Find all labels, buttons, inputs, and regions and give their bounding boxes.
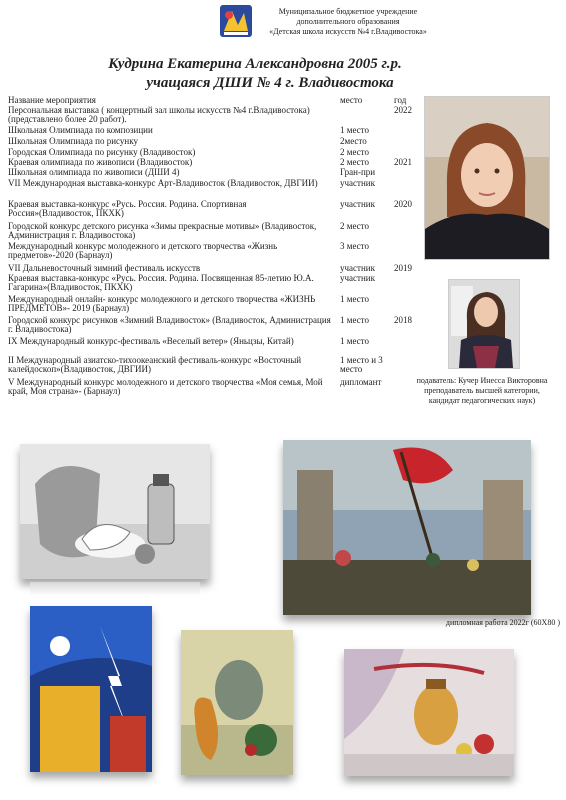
row-event: VII Дальневосточный зимний фестиваль искусств [8, 263, 201, 273]
row-place: дипломант [340, 377, 382, 387]
row-place: участник [340, 273, 375, 283]
header-year: год [394, 95, 407, 105]
row-place: 1 место и 3 место [340, 355, 383, 375]
row-year: 2021 [394, 157, 412, 167]
row-event: Школьная Олимпиада по композиции [8, 125, 153, 135]
teacher-caption-line-2: преподаватель высшей категории, [424, 386, 540, 395]
row-event: VII Международная выставка-конкурс Арт-Владивосток (Владивосток, ДВГИИ) [8, 178, 318, 188]
row-event: Городской конкурс рисунков «Зимний Владивосток» (Владивосток, Администрация г. Владивостока) [8, 315, 331, 335]
artwork-pencil-still-life [20, 444, 210, 579]
artwork-samovar-still-life [181, 630, 293, 775]
row-place: 1 место [340, 336, 369, 346]
row-event: Краевая выставка-конкурс «Русь. Россия. Родина. Посвященная 85-летию Ю.А. Гагарина»(Владивосток, ПКХК) [8, 273, 314, 293]
artwork-shadow [30, 582, 200, 596]
artwork-abstract-composition [30, 606, 152, 772]
student-school-title: учащаяся ДШИ № 4 г. Владивостока [146, 75, 394, 91]
student-photo [424, 96, 550, 260]
school-logo [218, 3, 254, 39]
row-place: 3 место [340, 241, 369, 251]
row-year: 2022 [394, 105, 412, 115]
row-place: участник [340, 263, 375, 273]
row-place: Гран-при [340, 167, 376, 177]
row-event: Краевая выставка-конкурс «Русь. Россия. Родина. Спортивная Россия»(Владивосток, ПКХК) [8, 199, 247, 219]
row-event: V Международный конкурс молодежного и детского творчества «Моя семья, Мой край, Моя страна»- (Барнаул) [8, 377, 323, 397]
row-place: 1 место [340, 125, 369, 135]
row-year: 2018 [394, 315, 412, 325]
row-event: Персональная выставка ( концертный зал школы искусств №4 г.Владивостока) (представлено более 20 работ). [8, 105, 310, 125]
header-place: место [340, 95, 363, 105]
diploma-caption: дипломная работа 2022г (60Х80 ) [445, 618, 560, 627]
row-place: 2место [340, 136, 367, 146]
row-event: Городская Олимпиада по рисунку (Владивосток) [8, 147, 196, 157]
org-line-1: Муниципальное бюджетное учреждение [278, 7, 418, 16]
teacher-photo [448, 279, 520, 369]
org-line-3: «Детская школа искусств №4 г.Владивостока» [269, 27, 427, 36]
row-place: 2 место [340, 147, 369, 157]
row-place: 1 место [340, 294, 369, 304]
artwork-watercolor-samovar [344, 649, 514, 776]
teacher-caption-line-3: кандидат педагогических наук) [428, 396, 536, 405]
teacher-caption [400, 376, 564, 406]
org-line-2: дополнительного образования [296, 17, 400, 26]
row-place: 2 место [340, 157, 369, 167]
row-place: 2 место [340, 221, 369, 231]
row-event: II Международный азиатско-тихоокеанский фестиваль-конкурс «Восточный калейдоскоп»(Владивосток, ДВГИИ) [8, 355, 302, 375]
row-place: 1 место [340, 315, 369, 325]
row-year: 2020 [394, 199, 412, 209]
student-name-title: Кудрина Екатерина Александровна 2005 г.р. [108, 56, 402, 72]
organization-name [258, 7, 438, 37]
teacher-caption-line-1: подаватель: Кучер Инесса Викторовна [416, 376, 548, 385]
row-event: Краевая олимпиада по живописи (Владивосток) [8, 157, 193, 167]
row-event: Международный конкурс молодежного и детского творчества «Жизнь предметов»-2020 (Барнаул) [8, 241, 278, 261]
row-event: Школьная олимпиада по живописи (ДШИ 4) [8, 167, 180, 177]
row-event: Городской конкурс детского рисунка «Зимы прекрасные мотивы» (Владивосток, Администрация г. Владивостока) [8, 221, 317, 241]
row-year: 2019 [394, 263, 412, 273]
row-event: IX Международный конкурс-фестиваль «Веселый ветер» (Яньцзы, Китай) [8, 336, 294, 346]
row-event: Международный онлайн- конкурс молодежного и детского творчества «ЖИЗНЬ ПРЕДМЕТОВ»- 2019 (Барнаул) [8, 294, 316, 314]
header-event: Название мероприятия [8, 95, 96, 105]
row-event: Школьная Олимпиада по рисунку [8, 136, 138, 146]
row-place: участник [340, 178, 375, 188]
artwork-diploma-painting [283, 440, 531, 615]
row-place: участник [340, 199, 375, 209]
